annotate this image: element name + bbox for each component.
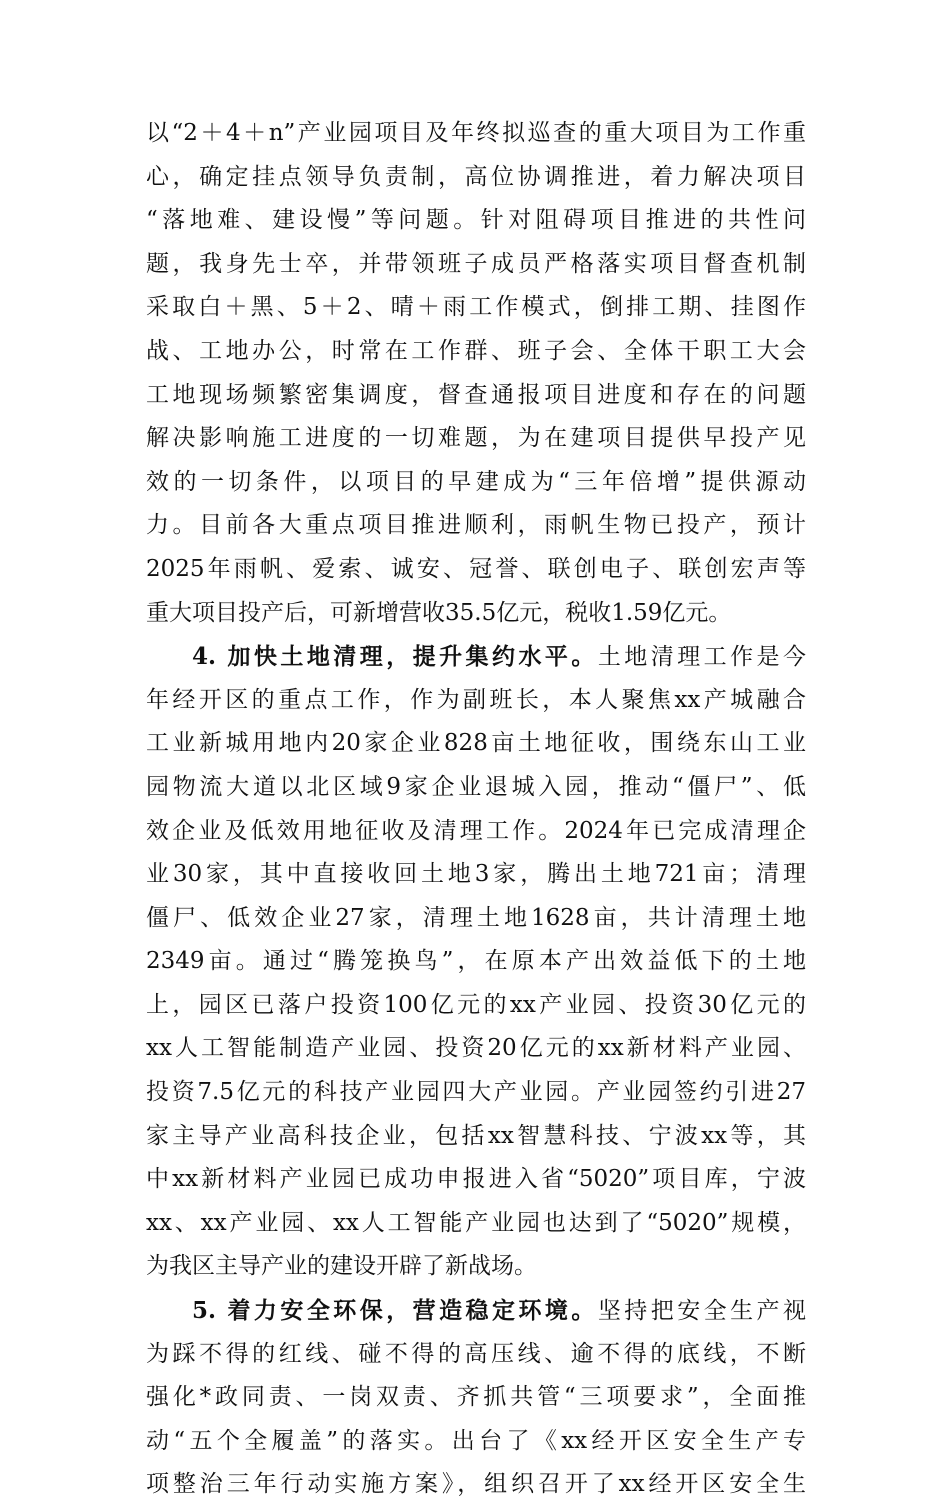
text-line: 2349亩。通过“腾笼换鸟”，在原本产出效益低下的土地 bbox=[146, 948, 806, 975]
text-line: 心，确定挂点领导负责制，高位协调推进，着力解决项目 bbox=[146, 163, 806, 190]
text-line: 上，园区已落户投资100亿元的xx产业园、投资30亿元的 bbox=[146, 991, 806, 1018]
text-line: 强化*政同责、一岗双责、齐抓共管“三项要求”，全面推 bbox=[146, 1384, 806, 1411]
text-line: 园物流大道以北区域9家企业退城入园，推动“僵尸”、低 bbox=[146, 773, 806, 800]
text-line bbox=[146, 635, 806, 679]
text-line: 战、工地办公，时常在工作群、班子会、全体干职工大会 bbox=[146, 337, 806, 364]
text-line: 重大项目投产后，可新增营收35.5亿元，税收1.59亿元。 bbox=[146, 599, 732, 626]
text-line: 以“2＋4＋n”产业园项目及年终拟巡查的重大项目为工作重 bbox=[146, 120, 806, 146]
text-line bbox=[146, 1289, 806, 1333]
text-line: 投资7.5亿元的科技产业园四大产业园。产业园签约引进27 bbox=[146, 1079, 806, 1106]
document-page bbox=[146, 112, 806, 1507]
text-line: 工地现场频繁密集调度，督查通报项目进度和存在的问题 bbox=[146, 381, 806, 408]
text-line: 业30家，其中直接收回土地3家，腾出土地721亩；清理 bbox=[146, 861, 806, 888]
text-line: xx人工智能制造产业园、投资20亿元的xx新材料产业园、 bbox=[146, 1035, 806, 1062]
text-line: 工业新城用地内20家企业828亩土地征收，围绕东山工业 bbox=[146, 730, 806, 757]
heading-continuation: 土地清理工作是今 bbox=[597, 644, 806, 671]
text-line: 项整治三年行动实施方案》，组织召开了xx经开区安全生 bbox=[146, 1471, 806, 1498]
text-line: 力。目前各大重点项目推进顺利，雨帆生物已投产，预计 bbox=[146, 512, 806, 539]
section-heading-5: 5. 着力安全环保，营造稳定环境。 bbox=[192, 1297, 598, 1325]
text-line: 动“五个全履盖”的落实。出台了《xx经开区安全生产专 bbox=[146, 1427, 806, 1454]
heading-continuation: 坚持把安全生产视 bbox=[597, 1298, 806, 1325]
text-line: 效企业及低效用地征收及清理工作。2024年已完成清理企 bbox=[146, 817, 806, 844]
section-heading-4: 4. 加快土地清理，提升集约水平。 bbox=[192, 643, 598, 671]
text-line: 家主导产业高科技企业，包括xx智慧科技、宁波xx等，其 bbox=[146, 1122, 806, 1149]
text-line: 题，我身先士卒，并带领班子成员严格落实项目督查机制 bbox=[146, 250, 806, 277]
text-line: 效的一切条件，以项目的早建成为“三年倍增”提供源动 bbox=[146, 468, 806, 495]
text-line: 为我区主导产业的建设开辟了新战场。 bbox=[146, 1253, 537, 1280]
paragraph-project-promotion bbox=[146, 112, 806, 635]
text-line: “落地难、建设慢”等问题。针对阻碍项目推进的共性问 bbox=[146, 207, 806, 234]
text-line: 僵尸、低效企业27家，清理土地1628亩，共计清理土地 bbox=[146, 904, 806, 931]
text-line: 中xx新材料产业园已成功申报进入省“5020”项目库，宁波 bbox=[146, 1166, 806, 1193]
paragraph-safety-environment bbox=[146, 1289, 806, 1507]
text-line: 为踩不得的红线、碰不得的高压线、逾不得的底线，不断 bbox=[146, 1340, 806, 1367]
text-line: 解决影响施工进度的一切难题，为在建项目提供早投产见 bbox=[146, 425, 806, 452]
paragraph-land-clearance bbox=[146, 635, 806, 1289]
text-line: 2025年雨帆、爱索、诚安、冠誉、联创电子、联创宏声等 bbox=[146, 555, 806, 582]
text-line: 采取白＋黑、5＋2、晴＋雨工作模式，倒排工期、挂图作 bbox=[146, 294, 806, 321]
text-line: xx、xx产业园、xx人工智能产业园也达到了“5020”规模， bbox=[146, 1209, 806, 1236]
text-line: 年经开区的重点工作，作为副班长，本人聚焦xx产城融合 bbox=[146, 686, 806, 713]
